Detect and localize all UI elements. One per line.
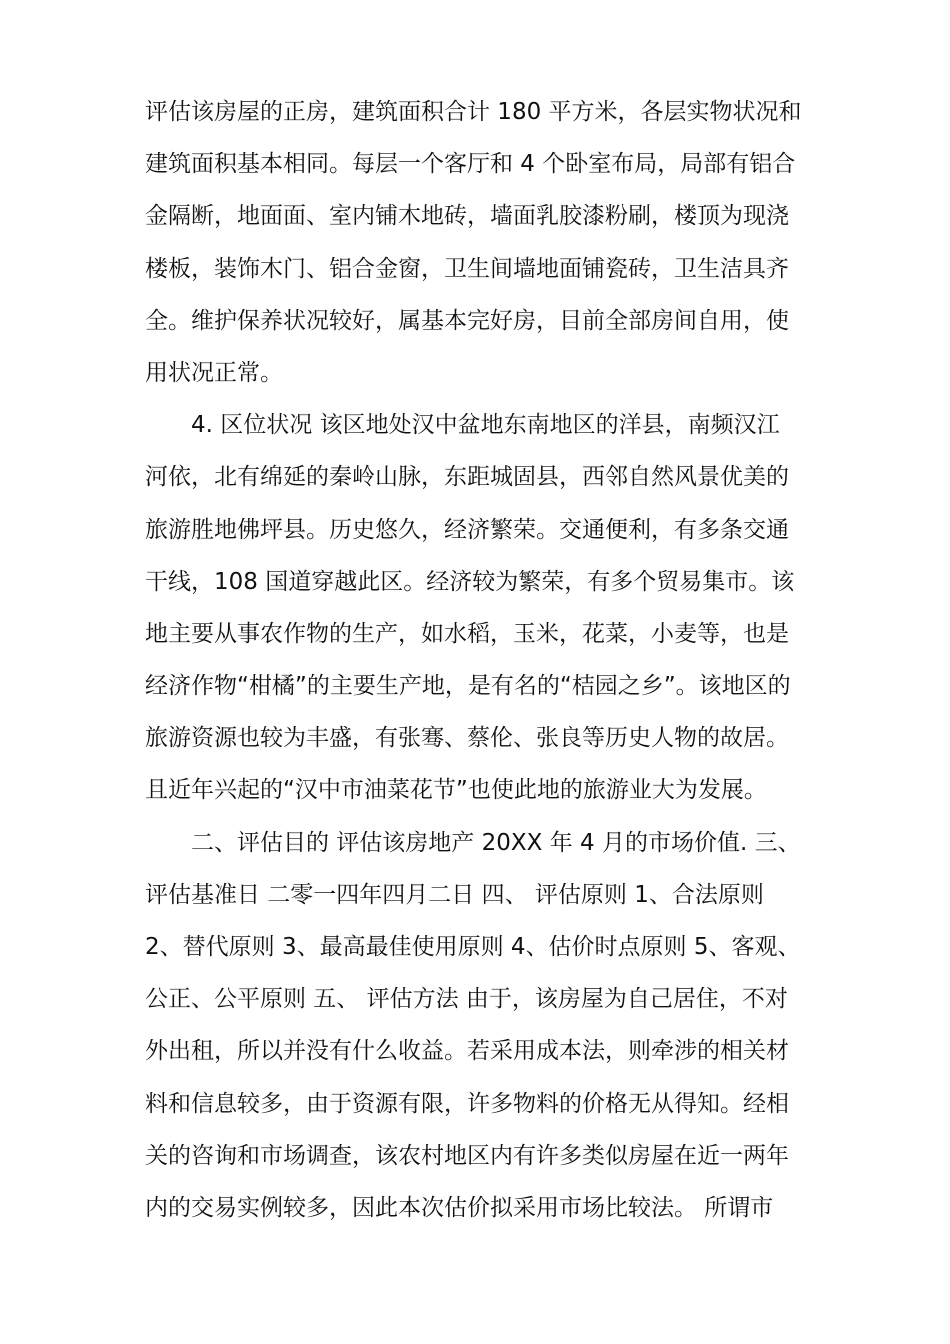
text-line: 关的咨询和市场调查，该农村地区内有许多类似房屋在近一两年 xyxy=(145,1142,789,1169)
text-line: 建筑面积基本相同。每层一个客厅和 4 个卧室布局，局部有铝合 xyxy=(145,151,796,178)
text-line: 楼板，装饰木门、铝合金窗，卫生间墙地面铺瓷砖，卫生洁具齐 xyxy=(145,255,789,282)
text-line: 经济作物“柑橘”的主要生产地，是有名的“桔园之乡”。该地区的 xyxy=(145,673,791,700)
text-line: 且近年兴起的“汉中市油菜花节”也使此地的旅游业大为发展。 xyxy=(145,777,767,804)
text-line: 地主要从事农作物的生产，如水稻，玉米，花菜，小麦等，也是 xyxy=(145,620,789,647)
text-line: 用状况正常。 xyxy=(145,359,283,386)
text-line: 2、替代原则 3、最高最佳使用原则 4、估价时点原则 5、客观、 xyxy=(145,934,801,960)
text-line: 河依，北有绵延的秦岭山脉，东距城固县，西邻自然风景优美的 xyxy=(145,464,789,491)
text-line: 外出租，所以并没有什么收益。若采用成本法，则牵涉的相关材 xyxy=(145,1038,789,1065)
text-line: 料和信息较多，由于资源有限，许多物料的价格无从得知。经相 xyxy=(145,1090,789,1117)
text-line: 全。维护保养状况较好，属基本完好房，目前全部房间自用，使 xyxy=(145,307,789,334)
text-line: 评估基准日 二零一四年四月二日 四、 评估原则 1、合法原则 xyxy=(145,881,764,908)
text-line: 二、评估目的 评估该房地产 20XX 年 4 月的市场价值. 三、 xyxy=(145,829,801,856)
text-line: 旅游资源也较为丰盛，有张骞、蔡伦、张良等历史人物的故居。 xyxy=(145,725,789,752)
text-line: 内的交易实例较多，因此本次估价拟采用市场比较法。 所谓市 xyxy=(145,1194,774,1221)
text-line: 干线，108 国道穿越此区。经济较为繁荣，有多个贸易集市。该 xyxy=(145,568,795,595)
document-body xyxy=(145,86,825,1234)
text-line: 旅游胜地佛坪县。历史悠久，经济繁荣。交通便利，有多条交通 xyxy=(145,516,789,543)
text-line: 评估该房屋的正房，建筑面积合计 180 平方米，各层实物状况和 xyxy=(145,99,802,125)
text-line: 金隔断，地面面、室内铺木地砖，墙面乳胶漆粉刷，楼顶为现浇 xyxy=(145,203,789,230)
text-line: 4. 区位状况 该区地处汉中盆地东南地区的洋县，南频汉江 xyxy=(145,412,780,439)
text-line: 公正、公平原则 五、 评估方法 由于，该房屋为自己居住，不对 xyxy=(145,986,788,1013)
